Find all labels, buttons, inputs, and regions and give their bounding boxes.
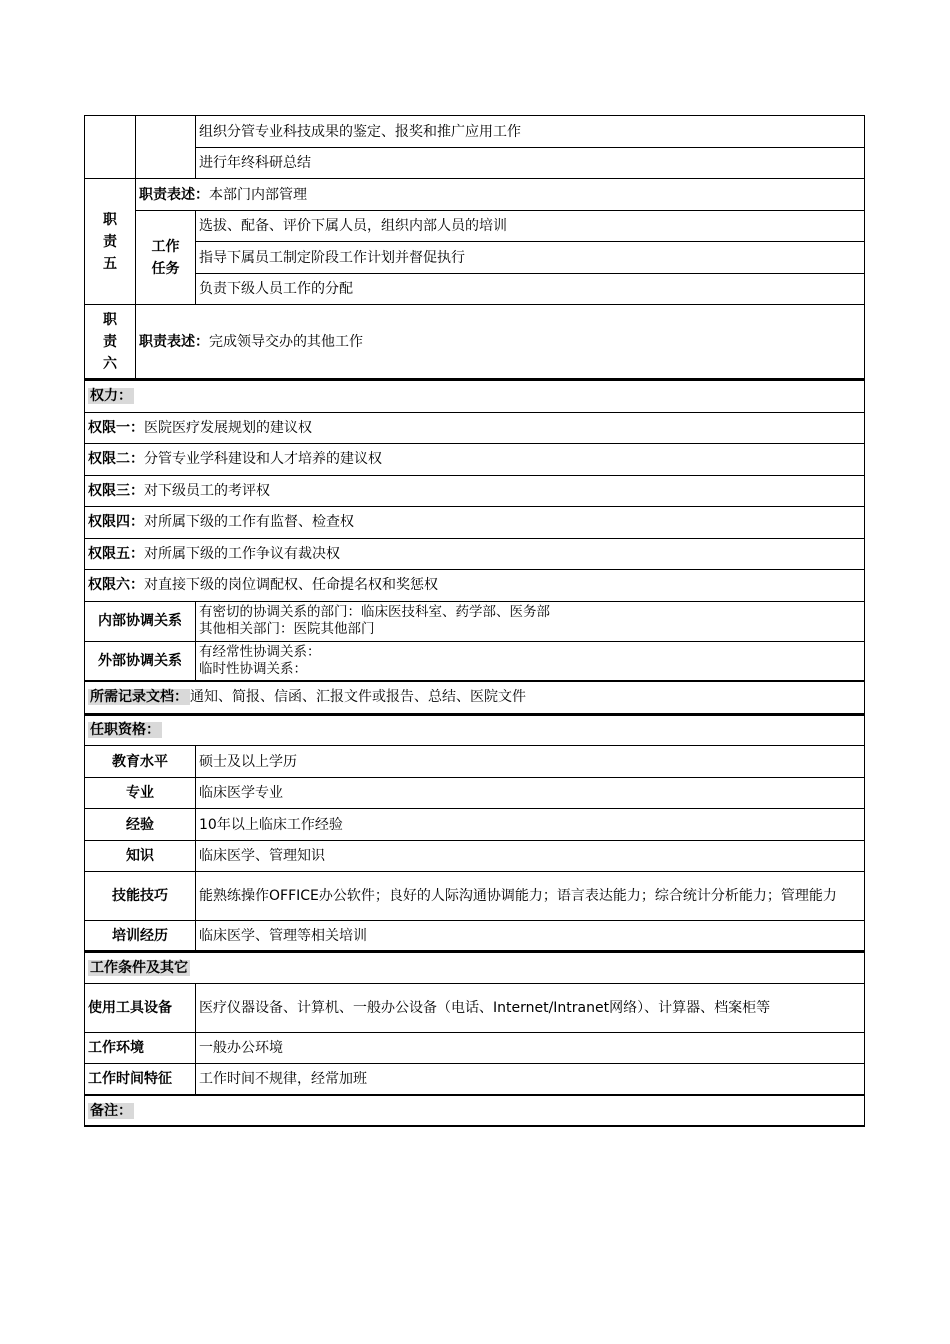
duty-task-item: 进行年终科研总结 <box>196 148 865 179</box>
external-coordination-label: 外部协调关系 <box>85 641 196 681</box>
duty6-description: 职责表述：完成领导交办的其他工作 <box>136 305 865 379</box>
qualifications-heading: 任职资格： <box>90 722 160 739</box>
duty-continued-row <box>85 116 865 148</box>
power-item: 权限一：医院医疗发展规划的建议权 <box>85 412 865 443</box>
job-description-page <box>84 115 865 1127</box>
task-label-cell-empty <box>136 116 196 179</box>
notes-row <box>85 1095 865 1126</box>
conditions-table <box>84 951 865 1127</box>
external-coordination-value: 有经常性协调关系： 临时性协调关系： <box>196 641 865 681</box>
duty5-task-item: 负责下级人员工作的分配 <box>196 274 865 305</box>
records-row <box>85 681 865 713</box>
qualification-row: 培训经历 临床医学、管理等相关培训 <box>85 921 865 951</box>
power-table <box>84 379 865 714</box>
duty5-description: 职责表述：本部门内部管理 <box>136 179 865 211</box>
power-item: 权限三：对下级员工的考评权 <box>85 475 865 506</box>
duty5-task-label: 工作 任务 <box>136 211 196 305</box>
duty5-label: 职 责 五 <box>85 179 136 305</box>
duty6-row <box>85 305 865 379</box>
duties-table <box>84 115 865 379</box>
power-heading-row <box>85 380 865 412</box>
conditions-heading: 工作条件及其它 <box>90 959 188 976</box>
qualification-row: 技能技巧 能熟练操作OFFICE办公软件；良好的人际沟通协调能力；语言表达能力；综合统计分析能力；管理能力 <box>85 872 865 921</box>
duty5-task-item: 选拔、配备、评价下属人员，组织内部人员的培训 <box>196 211 865 242</box>
duty6-label: 职 责 六 <box>85 305 136 379</box>
conditions-heading-row <box>85 952 865 983</box>
external-coordination-row <box>85 641 865 681</box>
qualifications-heading-row <box>85 715 865 746</box>
internal-coordination-row <box>85 601 865 641</box>
records-value: 通知、简报、信函、汇报文件或报告、总结、医院文件 <box>190 689 526 706</box>
qualification-row: 教育水平 硕士及以上学历 <box>85 746 865 778</box>
power-item: 权限五：对所属下级的工作争议有裁决权 <box>85 538 865 569</box>
internal-coordination-value: 有密切的协调关系的部门：临床医技科室、药学部、医务部 其他相关部门：医院其他部门 <box>196 601 865 641</box>
duty-label-cell-empty <box>85 116 136 179</box>
notes-label: 备注： <box>90 1102 132 1119</box>
power-item: 权限四：对所属下级的工作有监督、检查权 <box>85 506 865 538</box>
duty-task-item: 组织分管专业科技成果的鉴定、报奖和推广应用工作 <box>196 116 865 148</box>
power-item: 权限六：对直接下级的岗位调配权、任命提名权和奖惩权 <box>85 569 865 601</box>
qualifications-table <box>84 714 865 952</box>
condition-row: 使用工具设备 医疗仪器设备、计算机、一般办公设备（电话、Internet/Intranet网络）、计算器、档案柜等 <box>85 983 865 1032</box>
qualification-row: 经验 10年以上临床工作经验 <box>85 809 865 841</box>
records-label: 所需记录文档： <box>90 689 188 706</box>
condition-row: 工作环境 一般办公环境 <box>85 1032 865 1063</box>
duty5-desc-row <box>85 179 865 211</box>
internal-coordination-label: 内部协调关系 <box>85 601 196 641</box>
qualification-row: 知识 临床医学、管理知识 <box>85 841 865 872</box>
power-heading: 权力： <box>90 388 132 405</box>
power-item: 权限二：分管专业学科建设和人才培养的建议权 <box>85 443 865 475</box>
qualification-row: 专业 临床医学专业 <box>85 778 865 809</box>
condition-row: 工作时间特征 工作时间不规律，经常加班 <box>85 1063 865 1095</box>
duty5-task-item: 指导下属员工制定阶段工作计划并督促执行 <box>196 242 865 274</box>
